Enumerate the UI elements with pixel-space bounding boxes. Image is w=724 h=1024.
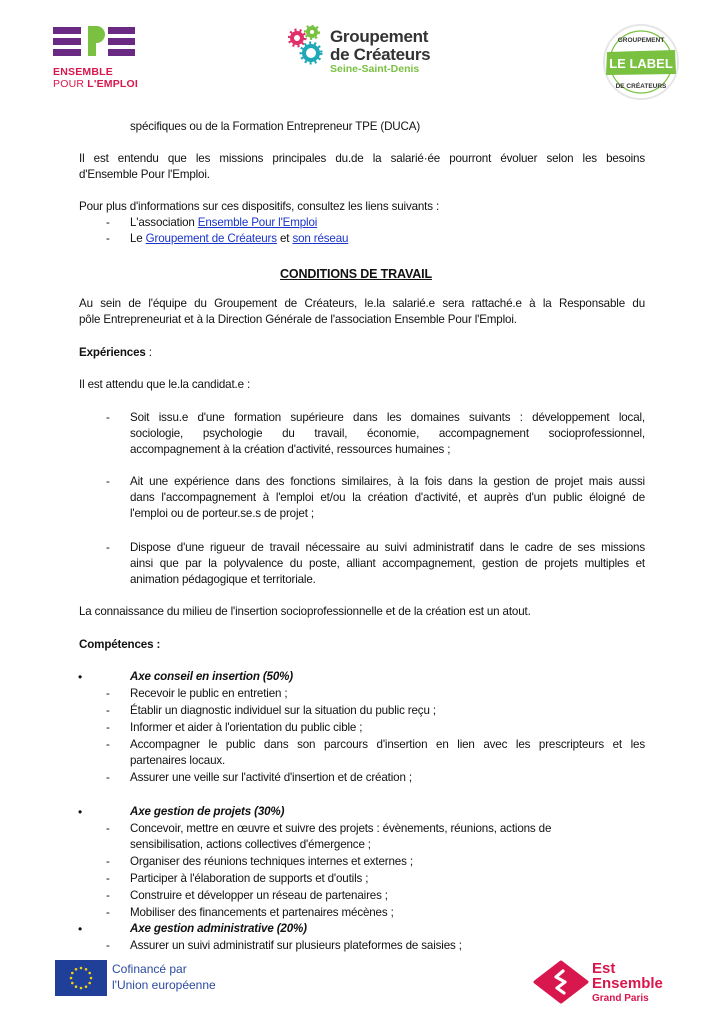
list-dash: -	[106, 872, 110, 885]
list-dash: -	[106, 771, 110, 784]
list-item-association-link	[130, 215, 317, 231]
list-item-groupement-link	[130, 231, 348, 247]
list-dash: -	[106, 232, 110, 245]
list-dash: -	[106, 822, 110, 835]
axe2-item: Organiser des réunions techniques internes et externes ;	[130, 855, 413, 868]
est-ensemble-diamond-icon	[533, 960, 589, 1004]
axe3-item: Assurer un suivi administratif sur plusieurs plateformes de saisies ;	[130, 939, 462, 952]
eu-text-union-europeenne: l'Union européenne	[112, 978, 216, 992]
list-bullet: •	[78, 805, 83, 819]
svg-text:LE LABEL: LE LABEL	[609, 56, 673, 71]
exp-item-2-line3: l'emploi ou de porteur.se.s de projet ;	[130, 507, 314, 520]
list-dash: -	[106, 721, 110, 734]
list-dash: -	[106, 855, 110, 868]
list-dash: -	[106, 411, 110, 424]
axe2-item: Participer à l'élaboration de supports et d'outils ;	[130, 872, 369, 885]
tpe-bar	[108, 38, 135, 45]
logo-text-groupement: Groupement	[330, 27, 429, 46]
heading-competences: Compétences :	[79, 638, 161, 651]
label-badge-icon	[601, 22, 681, 102]
axe1-item: Établir un diagnostic individuel sur la situation du public reçu ;	[130, 704, 436, 717]
exp-item-2-line2: dans l'accompagnement à l'emploi et/ou la création d'activité, et auprès d'un public éloigné de	[130, 491, 645, 504]
eu-flag-icon	[55, 960, 107, 996]
exp-item-3-line1: Dispose d'une rigueur de travail nécessaire au suivi administratif dans le cadre de ses missions	[130, 541, 645, 554]
est-ensemble-text-est: Est	[592, 960, 616, 977]
logo-text-de-createurs: de Créateurs	[330, 45, 431, 64]
list-dash: -	[106, 704, 110, 717]
logo-text-seine-saint-denis: Seine-Saint-Denis	[330, 63, 420, 75]
list-bullet: •	[78, 670, 83, 684]
list-dash: -	[106, 906, 110, 919]
list-dash: -	[106, 541, 110, 554]
axe2-item-continuation: sensibilisation, actions collectives d'émergence ;	[130, 838, 371, 851]
list-dash: -	[106, 216, 110, 229]
list-dash: -	[106, 889, 110, 902]
axe2-item: Concevoir, mettre en œuvre et suivre des projets : évènements, réunions, actions de	[130, 822, 552, 835]
link-ensemble-pour-emploi[interactable]: Ensemble Pour l'Emploi	[197, 216, 318, 229]
heading-experiences-label: Expériences	[79, 346, 146, 359]
tpe-bar	[108, 49, 135, 56]
exp-item-3-line3: animation pédagogique et territoriale.	[130, 573, 316, 586]
link-prefix: Le	[130, 232, 146, 245]
axe-gestion-projets-title: Axe gestion de projets (30%)	[130, 805, 285, 818]
exp-item-1-line2: sociologie, psychologie du travail, économie, accompagnement socioprofessionnel,	[130, 427, 645, 440]
list-dash: -	[106, 738, 110, 751]
section-title-conditions-travail: CONDITIONS DE TRAVAIL	[280, 267, 432, 281]
link-separator: et	[276, 232, 293, 245]
axe-gestion-administrative-title: Axe gestion administrative (20%)	[130, 922, 307, 935]
tpe-bar	[53, 27, 81, 34]
logo-text-emploi: L'EMPLOI	[87, 78, 139, 90]
axe1-item-continuation: partenaires locaux.	[130, 754, 226, 767]
paragraph-connaissance: La connaissance du milieu de l'insertion socioprofessionnelle et de la création est un atout.	[79, 605, 531, 618]
gears-icon	[288, 25, 330, 67]
heading-colon: :	[145, 346, 152, 359]
list-dash: -	[106, 475, 110, 488]
svg-text:GROUPEMENT: GROUPEMENT	[617, 37, 665, 44]
paragraph-missions-line2: d'Ensemble Pour l'Emploi.	[79, 168, 210, 181]
axe-conseil-insertion-title: Axe conseil en insertion (50%)	[130, 670, 294, 683]
list-bullet: •	[78, 922, 83, 936]
paragraph-informations: Pour plus d'informations sur ces dispositifs, consultez les liens suivants :	[79, 200, 440, 213]
eu-text-cofinance: Cofinancé par	[112, 962, 187, 976]
tpe-p-green-bowl	[95, 26, 105, 43]
paragraph-rattachement-line2: pôle Entrepreneuriat et à la Direction Générale de l'association Ensemble Pour l'Emploi.	[79, 313, 517, 326]
list-dash: -	[106, 939, 110, 952]
link-prefix: L'association	[130, 216, 198, 229]
axe2-item: Mobiliser des financements et partenaires mécènes ;	[130, 906, 394, 919]
exp-item-2-line1: Ait une expérience dans des fonctions similaires, à la fois dans la gestion de projet mais aussi	[130, 475, 645, 488]
list-dash: -	[106, 687, 110, 700]
axe1-item: Informer et aider à l'orientation du public cible ;	[130, 721, 363, 734]
logo-text-pour: POUR	[53, 78, 88, 90]
axe1-item: Accompagner le public dans son parcours d'insertion en lien avec les prescripteurs et les	[130, 738, 645, 751]
tpe-bar	[53, 49, 81, 56]
paragraph-continuation: spécifiques ou de la Formation Entrepreneur TPE (DUCA)	[130, 120, 421, 133]
est-ensemble-text-ensemble: Ensemble	[592, 975, 663, 992]
axe1-item: Assurer une veille sur l'activité d'insertion et de création ;	[130, 771, 412, 784]
logo-text-pour-emploi	[53, 78, 138, 90]
axe1-item: Recevoir le public en entretien ;	[130, 687, 288, 700]
paragraph-rattachement-line1: Au sein de l'équipe du Groupement de Créateurs, le.la salarié.e sera rattaché.e à la Responsable du	[79, 297, 645, 310]
exp-item-3-line2: ainsi que par la polyvalence du poste, alliant accompagnement, gestion de projets multiples et	[130, 557, 645, 570]
exp-item-1-line1: Soit issu.e d'une formation supérieure dans les domaines suivants : développement local,	[130, 411, 645, 424]
heading-experiences	[79, 345, 152, 361]
tpe-bar	[108, 27, 135, 34]
est-ensemble-text-grand-paris: Grand Paris	[592, 993, 649, 1004]
exp-item-1-line3: accompagnement à la création d'activité, ressources humaines ;	[130, 443, 451, 456]
tpe-bar	[53, 38, 81, 45]
link-son-reseau[interactable]: son réseau	[292, 232, 349, 245]
paragraph-attendu: Il est attendu que le.la candidat.e :	[79, 378, 251, 391]
axe2-item: Construire et développer un réseau de partenaires ;	[130, 889, 388, 902]
paragraph-missions-line1: Il est entendu que les missions principales du.de la salarié·ée pourront évoluer selon les besoins	[79, 152, 645, 165]
logo-text-ensemble: ENSEMBLE	[53, 66, 113, 78]
link-groupement-createurs[interactable]: Groupement de Créateurs	[145, 232, 277, 245]
svg-text:DE CRÉATEURS: DE CRÉATEURS	[615, 83, 667, 90]
